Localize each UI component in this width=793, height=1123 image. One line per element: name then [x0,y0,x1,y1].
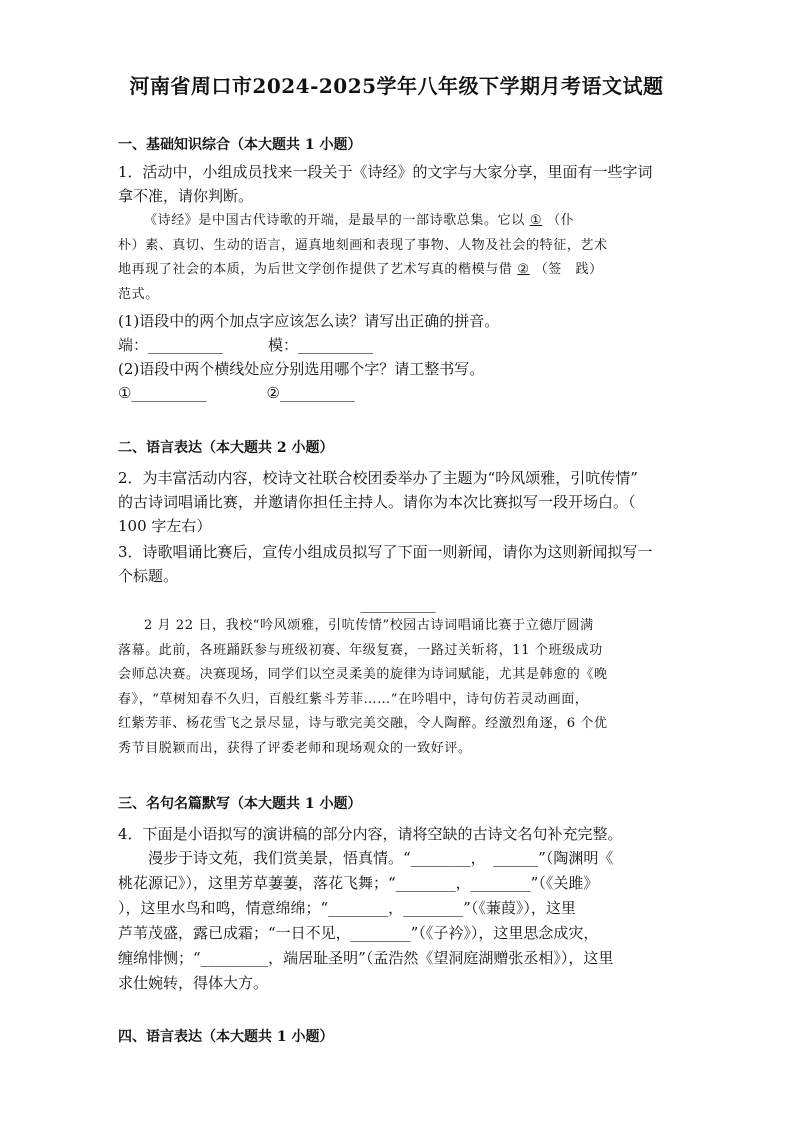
q1-sub-answer-1[interactable]: 端：__________ 模：__________ [118,336,374,354]
q1-sub-question-1: (1)语段中的两个加点字应该怎么读？请写出正确的拼音。 [118,312,500,330]
news-line: 红紫芳菲、杨花雪飞之景尽显，诗与歌完美交融，令人陶醉。经激烈角逐，6 个优 [118,716,608,731]
section-heading-1: 一、基础知识综合（本大题共 1 小题） [118,137,362,153]
blank-1-mark: ① [529,213,543,228]
page-title: 河南省周口市2024-2025学年八年级下学期月考语文试题 [129,74,664,98]
section-heading-2: 二、语言表达（本大题共 2 小题） [118,440,334,456]
q3-line-2: 个标题。 [118,567,179,585]
q1-sub-question-2: (2)语段中两个横线处应分别选用哪个字？请工整书写。 [118,360,485,378]
news-line: 春》，“草树知春不久归，百般红紫斗芳菲……”在吟唱中，诗句仿若灵动画面， [118,691,589,707]
q4-body-line: 缠绵悱恻；“_________，端居耻圣明”（孟浩然《望洞庭湖赠张丞相》），这里 [118,949,614,967]
q1-passage-line-3 [118,258,676,283]
q4-body-line: 桃花源记》），这里芳草萋萋，落花飞舞；“________，________”（《关雎》 [118,874,599,892]
q4-body-line: 漫步于诗文苑，我们赏美景，悟真情。“________， ______”（陶渊明《 [118,849,614,867]
news-title-blank[interactable]: __________ [360,595,436,613]
news-line: 2 月 22 日，我校“吟风颂雅，引吭传情”校园古诗词唱诵比赛于立德厅圆满 [144,618,594,633]
q1-passage-line-1 [118,209,676,234]
passage-text: （仆 [547,213,575,228]
q4-body-line: 求仕婉转，得体大方。 [118,974,269,992]
news-passage [118,614,676,761]
q1-stem-line-2: 拿不准，请你判断。 [118,187,254,205]
q1-stem-line-1: 1．活动中，小组成员找来一段关于《诗经》的文字与大家分享，里面有一些字词 [118,163,653,181]
q1-passage-line-2: 朴）素、真切、生动的语言，逼真地刻画和表现了事物、人物及社会的特征，艺术 [118,237,608,253]
passage-text: （签 践） [534,262,603,277]
q2-line-3: 100 字左右） [118,517,212,535]
news-line: 会师总决赛。决赛现场，同学们以空灵柔美的旋律为诗词赋能，尤其是韩愈的《晚 [118,667,608,682]
q2-line-1: 2．为丰富活动内容，校诗文社联合校团委举办了主题为“吟风颂雅，引吭传情” [118,469,638,487]
news-line: 落幕。此前，各班踊跃参与班级初赛、年级复赛，一路过关斩将，11 个班级成功 [118,642,603,658]
q4-body-line: ），这里水鸟和鸣，情意绵绵；“________，________”（《蒹葭》），这里 [118,899,576,917]
q4-body [118,846,678,996]
q1-sub-answer-2[interactable]: ①__________ ②__________ [118,384,355,402]
q1-passage-line-4: 范式。 [118,286,159,302]
section-heading-3: 三、名句名篇默写（本大题共 1 小题） [118,796,362,812]
passage-text: 地再现了社会的本质，为后世文学创作提供了艺术写真的楷模与借 [118,262,513,277]
passage-text: 《诗经》是中国古代诗歌的开端，是最早的一部诗歌总集。它以 [144,213,525,228]
news-line: 秀节目脱颖而出，获得了评委老师和现场观众的一致好评。 [118,740,472,756]
q4-line-1: 4．下面是小语拟写的演讲稿的部分内容，请将空缺的古诗文名句补充完整。 [118,825,623,843]
section-heading-4: 四、语言表达（本大题共 1 小题） [118,1029,334,1045]
blank-2-mark: ② [517,262,530,277]
q4-body-line: 芦苇茂盛，露已成霜；“一日不见，________”（《子衿》），这里思念成灾， [118,924,599,942]
q1-passage [118,209,676,307]
q2-line-2: 的古诗词唱诵比赛，并邀请你担任主持人。请你为本次比赛拟写一段开场白。（ [118,493,636,511]
q3-line-1: 3．诗歌唱诵比赛后，宣传小组成员拟写了下面一则新闻，请你为这则新闻拟写一 [118,543,653,561]
